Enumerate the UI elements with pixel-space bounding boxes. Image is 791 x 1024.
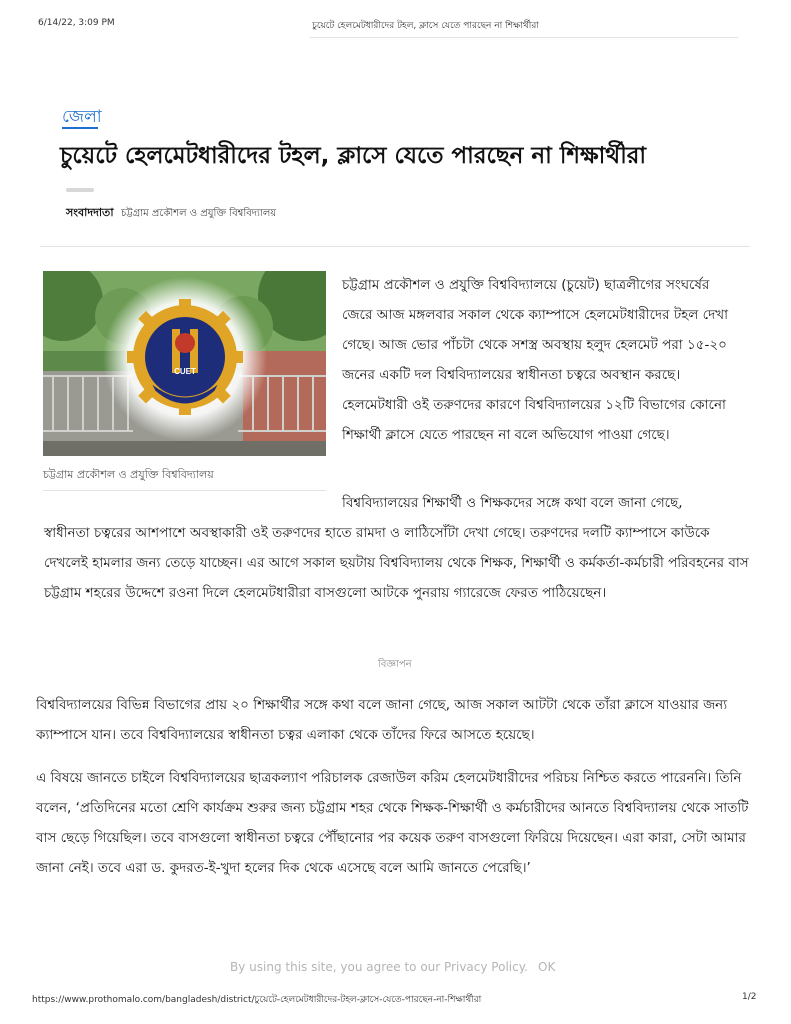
privacy-consent-text: By using this site, you agree to our Privacy Policy. bbox=[230, 960, 528, 974]
byline-org: চট্টগ্রাম প্রকৌশল ও প্রযুক্তি বিশ্ববিদ্যালয় bbox=[121, 208, 277, 219]
byline bbox=[66, 204, 276, 223]
paragraph-4: এ বিষয়ে জানতে চাইলে বিশ্ববিদ্যালয়ের ছাত্রকল্যাণ পরিচালক রেজাউল করিম হেলমেটধারীদের পরিচয় নিশ্চিত করতে পারেননি। তিনি বলেন, ‘প্রতিদিনের মতো শ্রেণি কার্যক্রম শুরুর জন্য চট্টগ্রাম শহর থেকে শিক্ষক-শিক্ষার্থী ও কর্মচারীদের আনতে বিশ্ববিদ্যালয় থেকে সাতটি বাস ছেড়ে গিয়েছিল। তবে বাসগুলো স্বাধীনতা চত্বরে পৌঁছানোর পর কয়েক তরুণ বাসগুলো ফিরিয়ে দিয়েছেন। এরা কারা, সেটা আমার জানা নেই। তবে এরা ড. কুদরত-ই-খুদা হলের দিক থেকে এসেছে বলে আমি জানতে পেরেছি।’ bbox=[36, 770, 749, 876]
print-date: 6/14/22, 3:09 PM bbox=[38, 18, 115, 28]
cuet-logo bbox=[127, 299, 243, 415]
section-link[interactable]: জেলা bbox=[62, 107, 102, 127]
headline: চুয়েটে হেলমেটধারীদের টহল, ক্লাসে যেতে পারছেন না শিক্ষার্থীরা bbox=[60, 143, 647, 169]
section-underline bbox=[62, 127, 98, 129]
byline-divider bbox=[66, 188, 94, 192]
paragraph-3: বিশ্ববিদ্যালয়ের বিভিন্ন বিভাগের প্রায় ২০ শিক্ষার্থীর সঙ্গে কথা বলে জানা গেছে, আজ সকাল আটটা থেকে তাঁরা ক্লাসে যাওয়ার জন্য ক্যাম্পাসে যান। তবে বিশ্ববিদ্যালয়ের স্বাধীনতা চত্বর এলাকা থেকে তাঁদের ফিরে আসতে হয়েছে। bbox=[36, 697, 728, 743]
print-url: https://www.prothomalo.com/bangladesh/district/চুয়েটে-হেলমেটধারীদের-টহল-ক্লাসে-যেতে-পারছেন-না-শিক্ষার্থীরা bbox=[32, 995, 482, 1005]
header-divider bbox=[310, 37, 738, 38]
article-divider bbox=[40, 246, 750, 247]
print-title: চুয়েটে হেলমেটধারীদের টহল, ক্লাসে যেতে পারছেন না শিক্ষার্থীরা bbox=[312, 21, 539, 31]
page-number: 1/2 bbox=[742, 992, 757, 1002]
photo-caption: চট্টগ্রাম প্রকৌশল ও প্রযুক্তি বিশ্ববিদ্যালয় bbox=[43, 468, 214, 481]
ad-label: বিজ্ঞাপন bbox=[378, 659, 412, 670]
campus-photo bbox=[43, 271, 326, 456]
byline-role: সংবাদদাতা bbox=[66, 206, 114, 219]
paragraph-2: স্বাধীনতা চত্বরের আশপাশে অবস্থাকারী ওই তরুণদের হাতে রামদা ও লাঠিসোঁটা দেখা গেছে। তরুণদের দলটি ক্যাম্পাসে কাউকে দেখলেই হামলার জন্য তেড়ে যাচ্ছেন। এর আগে সকাল ছয়টায় বিশ্ববিদ্যালয় থেকে শিক্ষক, শিক্ষার্থী ও কর্মকর্তা-কর্মচারী পরিবহনের বাস চট্টগ্রাম শহরের উদ্দেশে রওনা দিলে হেলমেটধারীরা বাসগুলো আটকে পুনরায় গ্যারেজে ফেরত পাঠিয়েছেন। bbox=[44, 525, 749, 601]
logo-text: CUET bbox=[174, 367, 196, 376]
article-photo bbox=[43, 271, 326, 456]
caption-divider bbox=[43, 490, 326, 491]
paragraph-2-lead: বিশ্ববিদ্যালয়ের শিক্ষার্থী ও শিক্ষকদের সঙ্গে কথা বলে জানা গেছে, bbox=[342, 495, 683, 511]
paragraph-1: চট্টগ্রাম প্রকৌশল ও প্রযুক্তি বিশ্ববিদ্যালয়ে (চুয়েট) ছাত্রলীগের সংঘর্ষের জেরে আজ মঙ্গলবার সকাল থেকে ক্যাম্পাসে হেলমেটধারীদের টহল দেখা গেছে। আজ ভোর পাঁচটা থেকে সশস্ত্র অবস্থায় হলুদ হেলমেট পরা ১৫-২০ জনের একটি দল বিশ্ববিদ্যালয়ের স্বাধীনতা চত্বরে অবস্থান করছে। হেলমেটধারী ওই তরুণদের কারণে বিশ্ববিদ্যালয়ের ১২টি বিভাগের কোনো শিক্ষার্থী ক্লাসে যেতে পারছেন না বলে অভিযোগ পাওয়া গেছে। bbox=[342, 277, 728, 443]
consent-ok-button[interactable]: OK bbox=[538, 960, 556, 974]
